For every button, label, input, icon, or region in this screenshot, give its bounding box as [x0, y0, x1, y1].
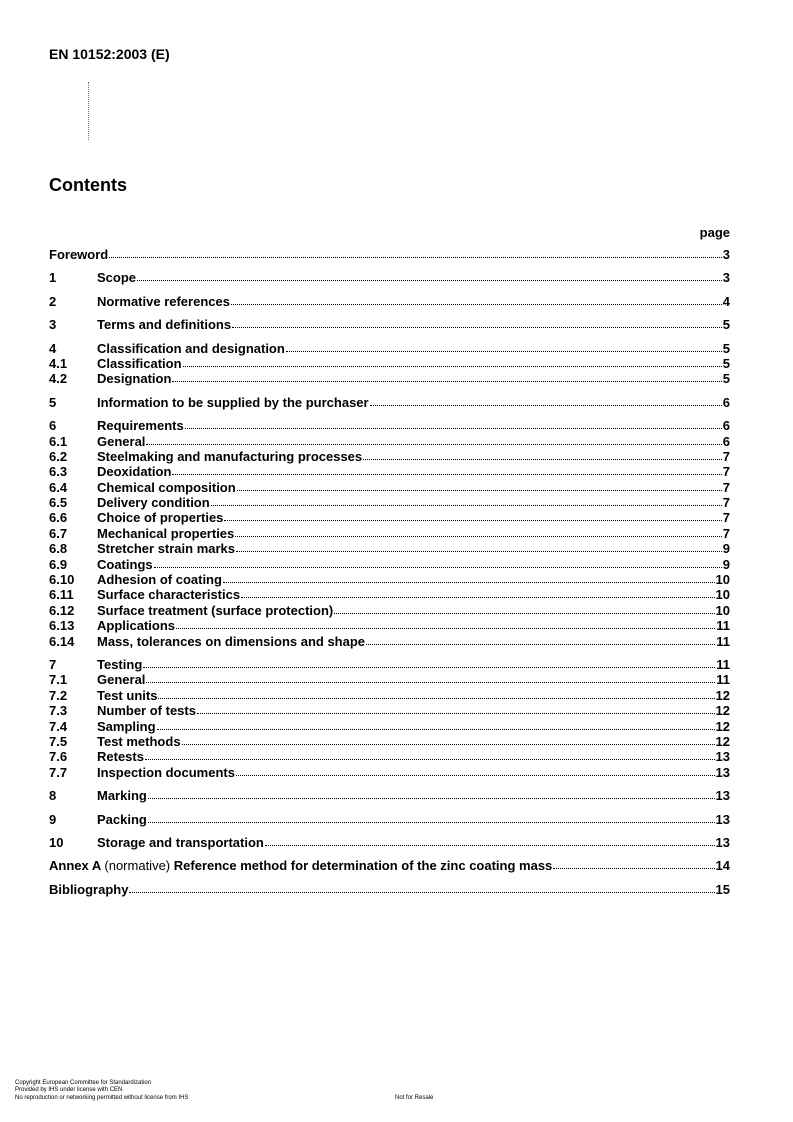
toc-entry[interactable]: [49, 749, 730, 764]
toc-entry[interactable]: [49, 480, 730, 495]
toc-entry[interactable]: [49, 719, 730, 734]
dot-leader: [137, 270, 722, 281]
toc-entry[interactable]: [49, 395, 730, 410]
toc-entry-title: Designation: [97, 371, 172, 387]
toc-entry-page: 13: [715, 834, 730, 850]
toc-entry-title: Storage and transportation: [97, 834, 264, 850]
toc-entry-page: 7: [722, 525, 730, 541]
toc-entry-number: 10: [49, 834, 64, 850]
dot-leader: [363, 449, 722, 460]
toc-entry-number: 5: [49, 394, 57, 410]
toc-entry-number: 6.6: [49, 510, 68, 526]
dot-leader: [223, 572, 715, 583]
toc-entry-title: Surface treatment (surface protection): [97, 602, 334, 618]
toc-entry-title: Marking: [97, 788, 147, 804]
toc-entry-page: 11: [716, 656, 730, 672]
copyright-footer: [15, 1080, 188, 1102]
toc-entry-title: Terms and definitions: [97, 317, 232, 333]
toc-entry-number: 6.1: [49, 433, 68, 449]
toc-entry-number: 6: [49, 418, 57, 434]
toc-entry-page: 15: [715, 881, 730, 897]
toc-entry[interactable]: [49, 495, 730, 510]
toc-entry[interactable]: [49, 812, 730, 827]
toc-entry-title: Inspection documents: [97, 764, 235, 780]
toc-entry-number: 3: [49, 317, 57, 333]
toc-entry-page: 11: [716, 618, 730, 634]
dot-leader: [211, 495, 722, 506]
toc-entry[interactable]: [49, 788, 730, 803]
toc-entry-page: 12: [715, 733, 730, 749]
dot-leader: [232, 317, 722, 328]
toc-entry-page: 12: [715, 703, 730, 719]
toc-entry-title: Requirements: [97, 418, 184, 434]
toc-entry-number: 1: [49, 270, 57, 286]
toc-entry-title: Classification: [97, 355, 182, 371]
dot-leader: [224, 510, 721, 521]
dot-leader: [182, 734, 715, 745]
dot-leader: [172, 464, 721, 475]
dot-leader: [236, 541, 722, 552]
toc-entry-number: 9: [49, 811, 57, 827]
toc-entry[interactable]: [49, 541, 730, 556]
toc-entry-title: Sampling: [97, 718, 156, 734]
toc-entry-number: 4.2: [49, 371, 68, 387]
toc-entry-number: 8: [49, 788, 57, 804]
toc-entry-page: 5: [722, 355, 730, 371]
footer-line: No reproduction or networking permitted without license from IHS: [15, 1094, 189, 1101]
toc-entry-number: 6.12: [49, 602, 75, 618]
toc-entry[interactable]: [49, 270, 730, 285]
toc-entry[interactable]: [49, 618, 730, 633]
toc-entry-title: Information to be supplied by the purchaser: [97, 394, 369, 410]
annex-note: (normative): [104, 858, 171, 874]
toc-entry-number: 6.2: [49, 448, 68, 464]
toc-entry-number: 6.14: [49, 633, 75, 649]
dot-leader: [197, 703, 715, 714]
toc-entry[interactable]: [49, 526, 730, 541]
annex-prefix: Annex A: [49, 858, 101, 874]
toc-entry-title: Mechanical properties: [97, 525, 235, 541]
toc-entry[interactable]: [49, 765, 730, 780]
dot-leader: [237, 480, 722, 491]
toc-entry-title: Steelmaking and manufacturing processes: [97, 448, 363, 464]
toc-entry-title: Stretcher strain marks: [97, 541, 236, 557]
dot-leader: [286, 341, 722, 352]
toc-entry-title: Coatings: [97, 556, 153, 572]
toc-entry-number: 6.10: [49, 572, 75, 588]
toc-entry-page: 6: [722, 433, 730, 449]
toc-entry-title: Retests: [97, 749, 144, 765]
toc-entry-number: 7.2: [49, 687, 68, 703]
toc-entry-annex-a[interactable]: [49, 858, 730, 873]
toc-entry-title: Chemical composition: [97, 479, 236, 495]
toc-entry[interactable]: [49, 464, 730, 479]
toc-entry-number: 6.11: [49, 587, 74, 603]
toc-entry-number: 6.4: [49, 479, 68, 495]
toc-entry[interactable]: [49, 688, 730, 703]
toc-entry[interactable]: [49, 317, 730, 332]
toc-entry[interactable]: [49, 418, 730, 433]
dot-leader: [553, 858, 714, 869]
toc-entry-title: Test methods: [97, 733, 181, 749]
dot-leader: [143, 657, 715, 668]
toc-entry-number: 7.5: [49, 733, 68, 749]
toc-entry-page: 9: [722, 556, 730, 572]
toc-entry-page: 7: [722, 510, 730, 526]
document-id: EN 10152:2003 (E): [49, 46, 170, 62]
toc-entry-page: 13: [715, 764, 730, 780]
toc-entry-number: 7: [49, 656, 57, 672]
toc-entry-title: Test units: [97, 687, 158, 703]
toc-entry[interactable]: [49, 510, 730, 525]
toc-entry-page: 5: [722, 371, 730, 387]
page-column-header: page: [699, 225, 730, 240]
toc-entry-page: 11: [716, 672, 730, 688]
toc-entry-page: 3: [722, 270, 730, 286]
toc-entry-title: [49, 858, 552, 873]
toc-entry-page: 10: [715, 572, 730, 588]
toc-entry[interactable]: [49, 634, 730, 649]
toc-entry-page: 10: [715, 602, 730, 618]
dot-leader: [148, 788, 715, 799]
toc-entry-page: 13: [715, 788, 730, 804]
toc-entry-title: Surface characteristics: [97, 587, 241, 603]
toc-entry-page: 12: [715, 687, 730, 703]
margin-marks: [88, 82, 92, 140]
toc-entry[interactable]: [49, 835, 730, 850]
dot-leader: [109, 247, 722, 258]
dot-leader: [235, 526, 721, 537]
toc-entry[interactable]: [49, 247, 730, 262]
toc-entry-page: 7: [722, 448, 730, 464]
toc-entry-number: 6.3: [49, 464, 68, 480]
dot-leader: [146, 672, 715, 683]
dot-leader: [265, 835, 715, 846]
toc-entry-title: Deoxidation: [97, 464, 172, 480]
toc-entry-page: 5: [722, 317, 730, 333]
toc-entry-number: 4: [49, 340, 57, 356]
dot-leader: [183, 356, 722, 367]
toc-entry-title: Normative references: [97, 293, 230, 309]
toc-entry[interactable]: [49, 587, 730, 602]
toc-entry-title: Classification and designation: [97, 340, 285, 356]
table-of-contents: [49, 247, 730, 897]
toc-entry-page: 14: [715, 858, 730, 874]
toc-entry[interactable]: [49, 734, 730, 749]
toc-entry-title: Choice of properties: [97, 510, 224, 526]
toc-entry-number: 7.3: [49, 703, 68, 719]
toc-entry-title: Mass, tolerances on dimensions and shape: [97, 633, 366, 649]
dot-leader: [236, 765, 715, 776]
dot-leader: [158, 688, 714, 699]
toc-entry-page: 3: [722, 247, 730, 262]
toc-entry-page: 9: [722, 541, 730, 557]
dot-leader: [146, 434, 721, 445]
toc-entry-title: Testing: [97, 656, 143, 672]
toc-entry-page: 6: [722, 394, 730, 410]
toc-entry[interactable]: [49, 603, 730, 618]
toc-entry-number: 6.5: [49, 495, 68, 511]
toc-entry-title: Packing: [97, 811, 147, 827]
footer-line: Copyright European Committee for Standardization: [15, 1080, 152, 1086]
toc-entry-title: General: [97, 672, 146, 688]
toc-entry-page: 7: [722, 495, 730, 511]
toc-entry[interactable]: [49, 703, 730, 718]
toc-entry-number: 4.1: [49, 355, 68, 371]
toc-entry[interactable]: [49, 672, 730, 687]
footer-line: Provided by IHS under license with CEN: [15, 1087, 123, 1094]
toc-entry-page: 13: [715, 749, 730, 765]
toc-entry-number: 7.4: [49, 718, 68, 734]
toc-entry-page: 11: [716, 633, 730, 649]
toc-entry-bibliography[interactable]: [49, 882, 730, 897]
toc-entry-title: Delivery condition: [97, 495, 210, 511]
toc-entry-number: 7.1: [49, 672, 68, 688]
toc-entry-number: 6.7: [49, 525, 68, 541]
dot-leader: [129, 882, 714, 893]
dot-leader: [154, 557, 722, 568]
toc-entry-title: Applications: [97, 618, 176, 634]
toc-entry[interactable]: [49, 434, 730, 449]
toc-entry-page: 7: [722, 464, 730, 480]
toc-entry[interactable]: [49, 356, 730, 371]
toc-entry-number: 7.7: [49, 764, 68, 780]
toc-entry-number: 7.6: [49, 749, 68, 765]
page-title: Contents: [49, 175, 127, 195]
toc-entry-page: 7: [722, 479, 730, 495]
toc-entry-number: 6.8: [49, 541, 68, 557]
toc-entry-number: 6.9: [49, 556, 68, 572]
dot-leader: [241, 587, 714, 598]
dot-leader: [157, 719, 715, 730]
toc-entry-page: 13: [715, 811, 730, 827]
toc-entry[interactable]: [49, 341, 730, 356]
toc-entry[interactable]: [49, 657, 730, 672]
dot-leader: [176, 618, 715, 629]
toc-entry[interactable]: [49, 449, 730, 464]
toc-entry[interactable]: [49, 294, 730, 309]
toc-entry-title: Foreword: [49, 247, 109, 262]
toc-entry-title: Adhesion of coating: [97, 572, 222, 588]
toc-entries: [49, 247, 730, 850]
toc-entry[interactable]: [49, 371, 730, 386]
toc-entry[interactable]: [49, 557, 730, 572]
toc-entry-title: General: [97, 433, 146, 449]
dot-leader: [148, 812, 715, 823]
dot-leader: [145, 749, 715, 760]
toc-entry[interactable]: [49, 572, 730, 587]
dot-leader: [334, 603, 714, 614]
toc-entry-page: 6: [722, 418, 730, 434]
toc-entry-page: 4: [722, 293, 730, 309]
dot-leader: [172, 371, 721, 382]
annex-title: Reference method for determination of the zinc coating mass: [173, 858, 553, 874]
toc-entry-number: 6.13: [49, 618, 75, 634]
toc-entry-page: 5: [722, 340, 730, 356]
toc-entry-page: 10: [715, 587, 730, 603]
toc-entry-title: Bibliography: [49, 881, 129, 897]
toc-entry-title: Scope: [97, 270, 137, 286]
toc-entry-title: Number of tests: [97, 703, 196, 719]
not-for-resale-notice: Not for Resale: [395, 1095, 434, 1101]
dot-leader: [231, 294, 722, 305]
toc-entry-number: 2: [49, 293, 57, 309]
dot-leader: [366, 634, 715, 645]
dot-leader: [370, 395, 722, 406]
dot-leader: [185, 418, 722, 429]
toc-entry-page: 12: [715, 718, 730, 734]
